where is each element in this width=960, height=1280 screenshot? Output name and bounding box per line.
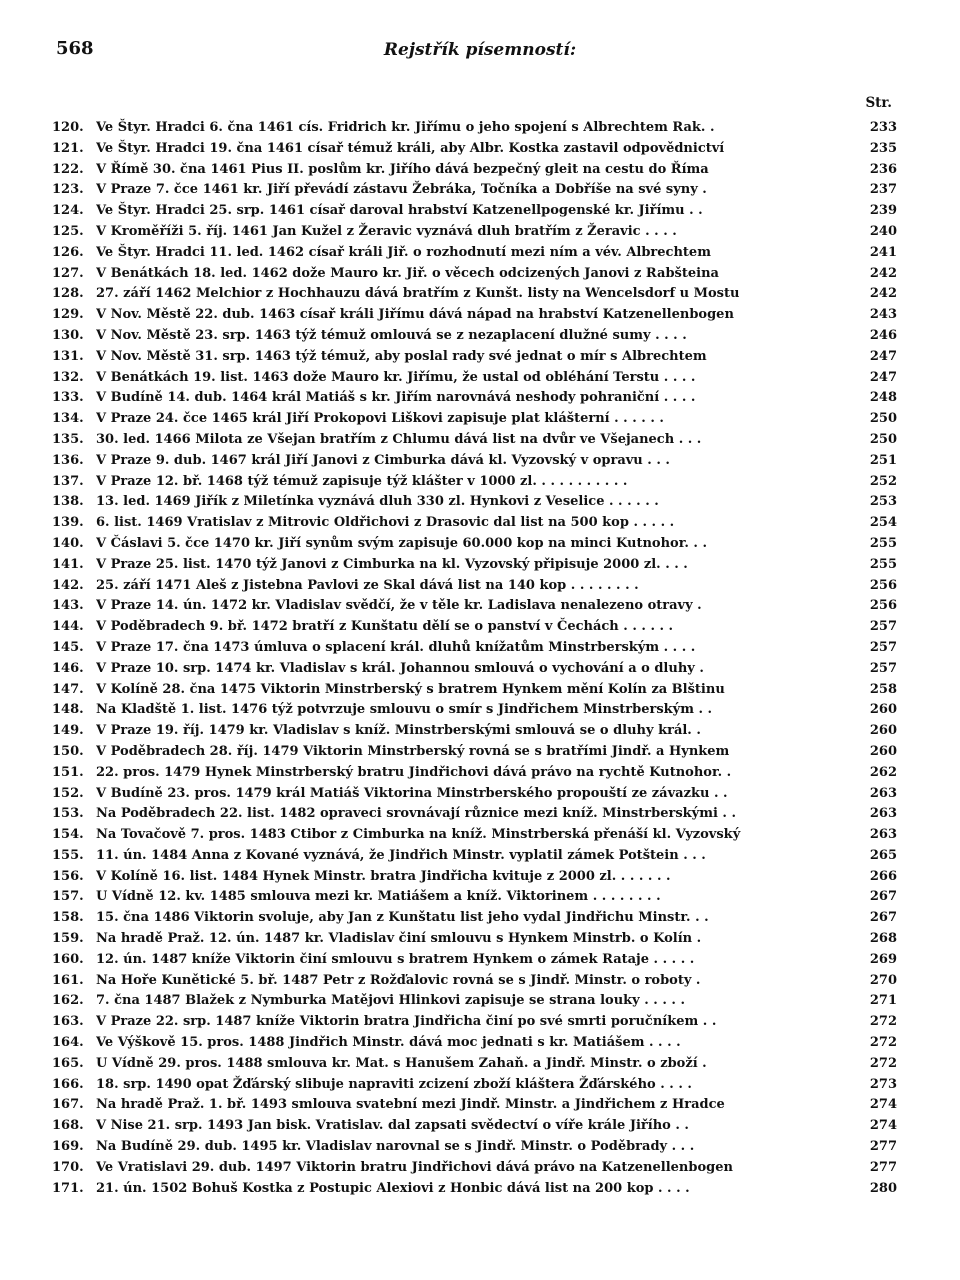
entry-page-number: 263	[869, 827, 897, 843]
index-entry	[52, 1158, 897, 1179]
entry-number: 169.	[52, 1139, 84, 1155]
index-entry	[52, 451, 897, 472]
entry-page-number: 260	[869, 743, 897, 759]
entry-description: V Nov. Městě 31. srp. 1463 týž témuž, aby poslal rady své jednat o mír s Albrechtem	[96, 348, 707, 364]
entry-number: 155.	[52, 847, 84, 863]
index-entry	[52, 929, 897, 950]
entry-page-number: 246	[869, 327, 897, 343]
entry-description: V Budíně 23. pros. 1479 král Matiáš Viktorina Minstrberského propouští ze závazku . .	[96, 785, 728, 801]
entry-number: 135.	[52, 431, 84, 447]
index-entry	[52, 804, 897, 825]
entry-page-number: 267	[869, 889, 897, 905]
entry-number: 128.	[52, 286, 84, 302]
entry-number: 154.	[52, 827, 84, 843]
index-entry	[52, 1075, 897, 1096]
index-entry	[52, 908, 897, 929]
entry-page-number: 277	[869, 1159, 897, 1175]
entry-description: 27. září 1462 Melchior z Hochhauzu dává bratřím z Kunšt. listy na Wencelsdorf u Mostu	[96, 286, 740, 302]
index-entry	[52, 1054, 897, 1075]
entry-page-number: 257	[869, 660, 897, 676]
entry-description: Ve Štyr. Hradci 6. čna 1461 cís. Fridrich kr. Jiřímu o jeho spojení s Albrechtem Rak. .	[96, 120, 715, 135]
index-entry	[52, 846, 897, 867]
entry-number: 120.	[52, 120, 84, 135]
entry-page-number: 254	[869, 515, 897, 531]
index-entry	[52, 596, 897, 617]
entry-number: 143.	[52, 598, 84, 614]
entry-description: V Poděbradech 28. říj. 1479 Viktorin Minstrberský rovná se s bratřími Jindř. a Hynkem	[96, 743, 730, 759]
index-entry	[52, 243, 897, 264]
entry-description: Na Hoře Kunětické 5. bř. 1487 Petr z Rožďalovic rovná se s Jindř. Minstr. o roboty .	[96, 972, 701, 988]
entry-page-number: 237	[869, 182, 897, 198]
entry-number: 157.	[52, 889, 84, 905]
entry-number: 145.	[52, 639, 84, 655]
entry-number: 134.	[52, 411, 84, 427]
entry-page-number: 255	[869, 535, 897, 551]
index-entry	[52, 825, 897, 846]
entry-description: 6. list. 1469 Vratislav z Mitrovic Oldřichovi z Drasovic dal list na 500 kop . . . . .	[96, 515, 675, 531]
entry-number: 136.	[52, 452, 84, 468]
entry-description: Na Tovačově 7. pros. 1483 Ctibor z Cimburka na kníž. Minstrberská přenáší kl. Vyzovský	[96, 827, 741, 843]
index-entry	[52, 1179, 897, 1200]
entry-number: 168.	[52, 1118, 84, 1134]
index-entry	[52, 950, 897, 971]
entry-page-number: 240	[869, 223, 897, 239]
entry-page-number: 247	[869, 348, 897, 364]
index-entry	[52, 576, 897, 597]
entry-number: 171.	[52, 1180, 84, 1196]
index-entry	[52, 638, 897, 659]
entry-number: 133.	[52, 390, 84, 406]
index-entry	[52, 180, 897, 201]
index-entry	[52, 472, 897, 493]
entry-number: 160.	[52, 951, 84, 967]
entry-page-number: 239	[869, 203, 897, 219]
entry-number: 158.	[52, 910, 84, 926]
entry-page-number: 233	[869, 120, 897, 135]
index-entry	[52, 1095, 897, 1116]
entry-number: 166.	[52, 1076, 84, 1092]
entry-page-number: 256	[869, 577, 897, 593]
entry-number: 130.	[52, 327, 84, 343]
entry-page-number: 270	[869, 972, 897, 988]
index-entry	[52, 887, 897, 908]
entry-description: V Praze 25. list. 1470 týž Janovi z Cimburka na kl. Vyzovský připisuje 2000 zl. . . .	[96, 556, 688, 572]
index-entry	[52, 971, 897, 992]
entry-description: V Čáslavi 5. čce 1470 kr. Jiří synům svým zapisuje 60.000 kop na minci Kutnohor. . .	[96, 535, 707, 551]
entry-description: V Praze 12. bř. 1468 týž témuž zapisuje týž klášter v 1000 zl. . . . . . . . . . .	[96, 473, 628, 489]
entry-description: V Praze 17. čna 1473 úmluva o splacení král. dluhů knížatům Minstrberským . . . .	[96, 639, 696, 655]
entry-number: 165.	[52, 1055, 84, 1071]
index-entry	[52, 264, 897, 285]
entry-number: 146.	[52, 660, 84, 676]
entry-number: 161.	[52, 972, 84, 988]
entry-page-number: 235	[869, 140, 897, 156]
entry-number: 148.	[52, 702, 84, 718]
entry-page-number: 260	[869, 723, 897, 739]
entry-number: 141.	[52, 556, 84, 572]
entry-page-number: 260	[869, 702, 897, 718]
entry-description: V Praze 7. čce 1461 kr. Jiří převádí zástavu Žebráka, Točníka a Dobříše na své syny .	[96, 182, 707, 198]
index-entry	[52, 368, 897, 389]
entry-description: Ve Výškově 15. pros. 1488 Jindřich Minstr. dává moc jednati s kr. Matiášem . . . .	[96, 1035, 681, 1051]
entry-number: 170.	[52, 1159, 84, 1175]
entry-description: 11. ún. 1484 Anna z Kované vyznává, že Jindřich Minstr. vyplatil zámek Potštein . . .	[96, 847, 706, 863]
entry-number: 156.	[52, 868, 84, 884]
entry-number: 159.	[52, 931, 84, 947]
entry-page-number: 274	[869, 1097, 897, 1113]
entry-description: V Praze 10. srp. 1474 kr. Vladislav s král. Johannou smlouvá o vychování a o dluhy .	[96, 660, 704, 676]
entry-description: V Nise 21. srp. 1493 Jan bisk. Vratislav. dal zapsati svědectví o víře krále Jiřího . .	[96, 1118, 689, 1134]
entry-number: 163.	[52, 1014, 84, 1030]
entry-number: 150.	[52, 743, 84, 759]
entry-description: 25. září 1471 Aleš z Jistebna Pavlovi ze Skal dává list na 140 kop . . . . . . . .	[96, 577, 639, 593]
index-entry	[52, 388, 897, 409]
entry-description: V Kolíně 16. list. 1484 Hynek Minstr. bratra Jindřicha kvituje z 2000 zl. . . . . . .	[96, 868, 671, 884]
index-entry	[52, 763, 897, 784]
entry-number: 138.	[52, 494, 84, 510]
entry-number: 126.	[52, 244, 84, 260]
entry-description: V Praze 9. dub. 1467 král Jiří Janovi z Cimburka dává kl. Vyzovský v opravu . . .	[96, 452, 670, 468]
entry-description: 7. čna 1487 Blažek z Nymburka Matějovi Hlinkovi zapisuje se strana louky . . . . .	[96, 993, 685, 1009]
index-entry	[52, 867, 897, 888]
running-title: Rejstřík písemností:	[383, 40, 577, 60]
entry-description: Ve Štyr. Hradci 11. led. 1462 císař králi Jiř. o rozhodnutí mezi ním a vév. Albrechtem	[96, 244, 711, 260]
entry-page-number: 267	[869, 910, 897, 926]
entry-description: Na Budíně 29. dub. 1495 kr. Vladislav narovnal se s Jindř. Minstr. o Poděbrady . . .	[96, 1139, 695, 1155]
entry-number: 144.	[52, 619, 84, 635]
entry-number: 129.	[52, 307, 84, 323]
entry-page-number: 274	[869, 1118, 897, 1134]
entry-number: 151.	[52, 764, 84, 780]
entry-description: V Nov. Městě 23. srp. 1463 týž témuž omlouvá se z nezaplacení dlužné sumy . . . .	[96, 327, 687, 343]
entry-page-number: 252	[869, 473, 897, 489]
entry-number: 139.	[52, 515, 84, 531]
entry-description: Ve Vratislavi 29. dub. 1497 Viktorin bratru Jindřichovi dává právo na Katzenellenbogen	[96, 1159, 733, 1175]
entry-description: Ve Štyr. Hradci 25. srp. 1461 císař daroval hrabství Katzenellpogenské kr. Jiřímu . .	[96, 203, 703, 219]
entry-description: V Kroměříži 5. říj. 1461 Jan Kužel z Žeravic vyznává dluh bratřím z Žeravic . . . .	[96, 223, 677, 239]
index-entry	[52, 513, 897, 534]
entry-page-number: 256	[869, 598, 897, 614]
entry-description: 21. ún. 1502 Bohuš Kostka z Postupic Alexiovi z Honbic dává list na 200 kop . . . .	[96, 1180, 690, 1196]
index-entry	[52, 1012, 897, 1033]
index-entry	[52, 680, 897, 701]
entry-page-number: 250	[869, 411, 897, 427]
index-entry	[52, 742, 897, 763]
index-entry	[52, 347, 897, 368]
entry-number: 127.	[52, 265, 84, 281]
index-entry	[52, 305, 897, 326]
index-entry	[52, 1033, 897, 1054]
entry-page-number: 265	[869, 847, 897, 863]
entry-description: V Poděbradech 9. bř. 1472 bratří z Kunštatu dělí se o panství v Čechách . . . . . .	[96, 619, 674, 635]
entry-number: 164.	[52, 1035, 84, 1051]
entry-number: 153.	[52, 806, 84, 822]
entry-number: 121.	[52, 140, 84, 156]
entry-number: 122.	[52, 161, 84, 177]
entry-page-number: 241	[869, 244, 897, 260]
entry-description: Na Kladště 1. list. 1476 týž potvrzuje smlouvu o smír s Jindřichem Minstrberským . .	[96, 702, 713, 718]
entry-page-number: 236	[869, 161, 897, 177]
index-entry	[52, 534, 897, 555]
entry-description: V Nov. Městě 22. dub. 1463 císař králi Jiřímu dává nápad na hrabství Katzenellenbogen	[96, 307, 734, 323]
entry-number: 149.	[52, 723, 84, 739]
entry-page-number: 253	[869, 494, 897, 510]
entry-page-number: 251	[869, 452, 897, 468]
entry-description: V Praze 24. čce 1465 král Jiří Prokopovi Liškovi zapisuje plat klášterní . . . . . .	[96, 411, 664, 427]
index-entry-list	[52, 118, 897, 1199]
entry-number: 137.	[52, 473, 84, 489]
entry-number: 162.	[52, 993, 84, 1009]
entry-page-number: 273	[869, 1076, 897, 1092]
index-entry	[52, 326, 897, 347]
entry-number: 132.	[52, 369, 84, 385]
entry-page-number: 263	[869, 806, 897, 822]
index-entry	[52, 284, 897, 305]
entry-page-number: 250	[869, 431, 897, 447]
entry-number: 124.	[52, 203, 84, 219]
entry-page-number: 272	[869, 1035, 897, 1051]
index-entry	[52, 1137, 897, 1158]
entry-description: V Praze 22. srp. 1487 kníže Viktorin bratra Jindřicha činí po své smrti poručníkem . .	[96, 1014, 717, 1030]
entry-number: 125.	[52, 223, 84, 239]
index-entry	[52, 555, 897, 576]
entry-page-number: 255	[869, 556, 897, 572]
index-entry	[52, 700, 897, 721]
index-entry	[52, 492, 897, 513]
entry-page-number: 248	[869, 390, 897, 406]
index-entry	[52, 430, 897, 451]
index-entry	[52, 409, 897, 430]
entry-page-number: 242	[869, 265, 897, 281]
index-entry	[52, 160, 897, 181]
entry-page-number: 262	[869, 764, 897, 780]
entry-page-number: 257	[869, 639, 897, 655]
entry-description: V Kolíně 28. čna 1475 Viktorin Minstrberský s bratrem Hynkem mění Kolín za Blštinu	[96, 681, 725, 697]
entry-description: 22. pros. 1479 Hynek Minstrberský bratru Jindřichovi dává právo na rychtě Kutnohor. .	[96, 764, 732, 780]
entry-description: V Benátkách 19. list. 1463 dože Mauro kr. Jiřímu, že ustal od obléhání Terstu . . . .	[96, 369, 696, 385]
entry-description: 30. led. 1466 Milota ze Všejan bratřím z Chlumu dává list na dvůr ve Všejanech . . .	[96, 431, 702, 447]
entry-number: 131.	[52, 348, 84, 364]
index-entry	[52, 617, 897, 638]
entry-number: 140.	[52, 535, 84, 551]
entry-page-number: 271	[869, 993, 897, 1009]
entry-description: V Benátkách 18. led. 1462 dože Mauro kr. Jiř. o věcech odcizených Janovi z Rabšteina	[96, 265, 719, 281]
entry-description: 15. čna 1486 Viktorin svoluje, aby Jan z Kunštatu list jeho vydal Jindřichu Minstr. . .	[96, 910, 709, 926]
index-entry	[52, 139, 897, 160]
entry-number: 147.	[52, 681, 84, 697]
entry-description: V Budíně 14. dub. 1464 král Matiáš s kr. Jiřím narovnává neshody pohraniční . . . .	[96, 390, 696, 406]
entry-page-number: 258	[869, 681, 897, 697]
page-number: 568	[56, 38, 94, 59]
entry-description: V Praze 14. ún. 1472 kr. Vladislav svědčí, že v těle kr. Ladislava nenalezeno otravy .	[96, 598, 702, 614]
entry-description: Na hradě Praž. 12. ún. 1487 kr. Vladislav činí smlouvu s Hynkem Minstrb. o Kolín .	[96, 931, 702, 947]
entry-description: V Praze 19. říj. 1479 kr. Vladislav s kníž. Minstrberskými smlouvá se o dluhy král. .	[96, 723, 701, 739]
index-entry	[52, 1116, 897, 1137]
entry-description: U Vídně 12. kv. 1485 smlouva mezi kr. Matiášem a kníž. Viktorinem . . . . . . . .	[96, 889, 661, 905]
page-column-header: Str.	[865, 95, 892, 111]
entry-description: U Vídně 29. pros. 1488 smlouva kr. Mat. s Hanušem Zahaň. a Jindř. Minstr. o zboží .	[96, 1055, 707, 1071]
entry-description: 12. ún. 1487 kníže Viktorin činí smlouvu s bratrem Hynkem o zámek Rataje . . . . .	[96, 951, 695, 967]
entry-description: Ve Štyr. Hradci 19. čna 1461 císař témuž králi, aby Albr. Kostka zastavil odpovědnictví	[96, 140, 725, 156]
entry-number: 123.	[52, 182, 84, 198]
entry-page-number: 263	[869, 785, 897, 801]
index-entry	[52, 721, 897, 742]
entry-page-number: 243	[869, 307, 897, 323]
index-entry	[52, 118, 897, 139]
entry-page-number: 272	[869, 1014, 897, 1030]
entry-description: 18. srp. 1490 opat Žďárský slibuje napraviti zcizení zboží kláštera Žďárského . . . .	[96, 1076, 692, 1092]
entry-page-number: 269	[869, 951, 897, 967]
entry-page-number: 257	[869, 619, 897, 635]
entry-page-number: 280	[869, 1180, 897, 1196]
index-entry	[52, 201, 897, 222]
index-entry	[52, 222, 897, 243]
entry-page-number: 242	[869, 286, 897, 302]
entry-number: 152.	[52, 785, 84, 801]
entry-number: 142.	[52, 577, 84, 593]
entry-page-number: 268	[869, 931, 897, 947]
index-entry	[52, 659, 897, 680]
entry-description: Na hradě Praž. 1. bř. 1493 smlouva svatební mezi Jindř. Minstr. a Jindřichem z Hradce	[96, 1097, 725, 1113]
index-entry	[52, 991, 897, 1012]
entry-description: Na Poděbradech 22. list. 1482 opraveci srovnávají různice mezi kníž. Minstrberskými . .	[96, 806, 736, 822]
entry-page-number: 272	[869, 1055, 897, 1071]
index-entry	[52, 784, 897, 805]
entry-number: 167.	[52, 1097, 84, 1113]
entry-page-number: 266	[869, 868, 897, 884]
entry-page-number: 247	[869, 369, 897, 385]
entry-page-number: 277	[869, 1139, 897, 1155]
entry-description: 13. led. 1469 Jiřík z Miletínka vyznává dluh 330 zl. Hynkovi z Veselice . . . . . .	[96, 494, 659, 510]
entry-description: V Římě 30. čna 1461 Pius II. poslům kr. Jiřího dává bezpečný gleit na cestu do Říma	[96, 161, 709, 177]
